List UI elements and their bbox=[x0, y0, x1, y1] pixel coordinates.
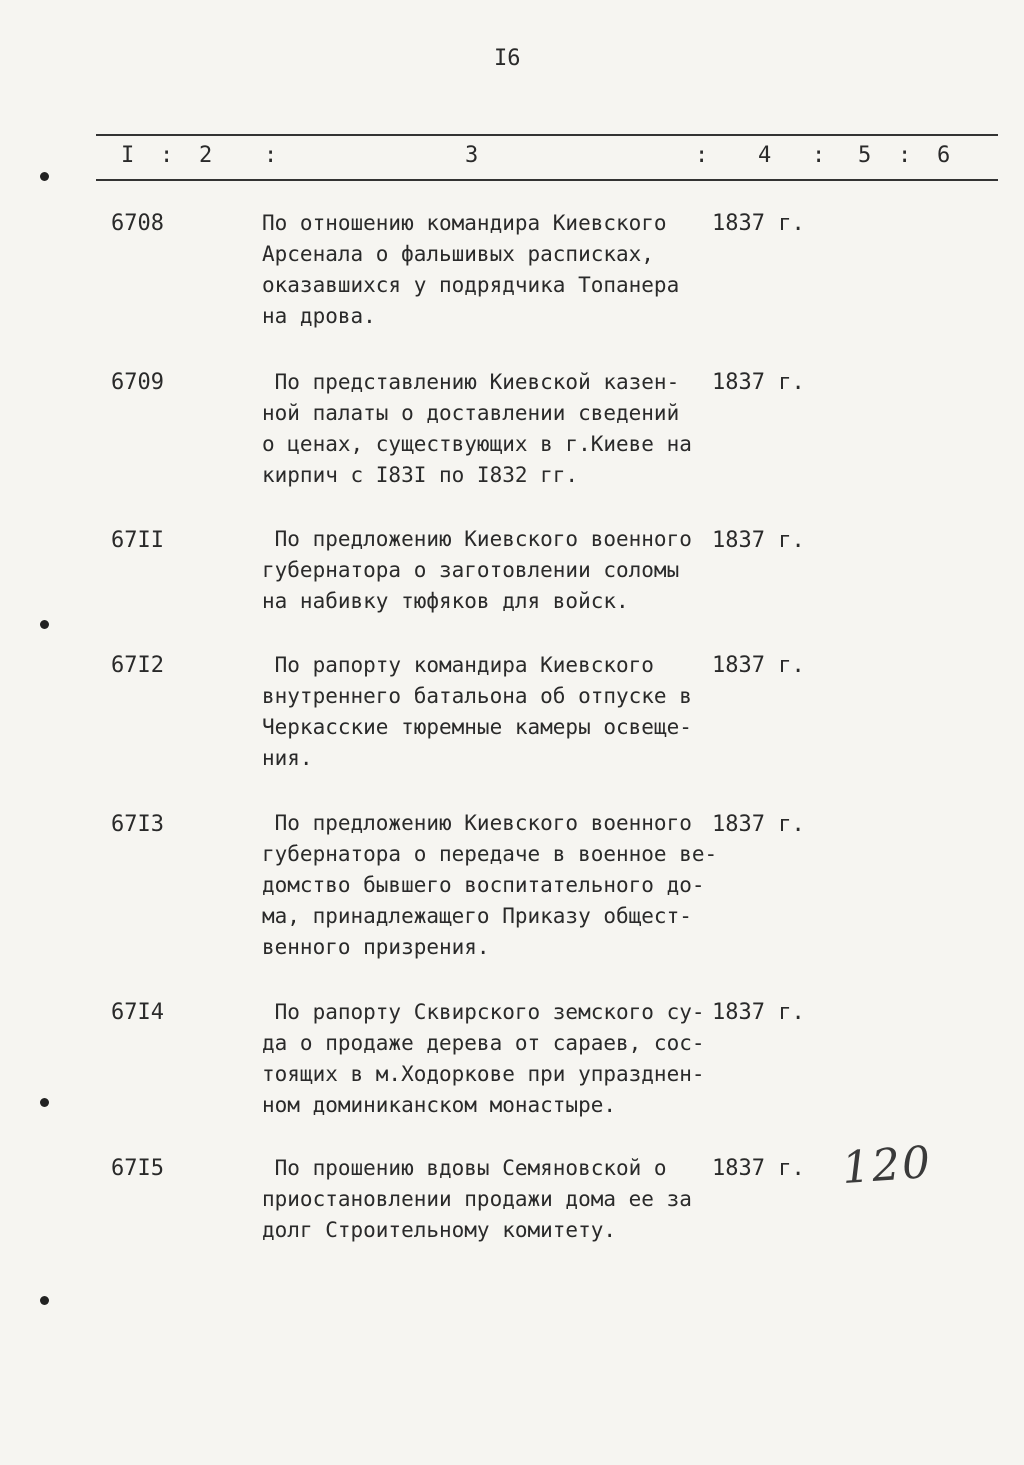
column-header-4: 4 bbox=[758, 143, 772, 168]
entry-number: 67I3 bbox=[111, 812, 164, 837]
binding-hole-mark bbox=[40, 1296, 49, 1305]
column-separator: : bbox=[264, 143, 278, 168]
entry-description: По отношению командира Киевского Арсенала о фальшивых расписках, оказавшихся у подрядчика Топанера на дрова. bbox=[262, 211, 680, 328]
column-separator: : bbox=[695, 143, 709, 168]
entry-number: 6709 bbox=[111, 370, 164, 395]
entry-description: По предложению Киевского военного губернатора о заготовлении соломы на набивку тюфяков для войск. bbox=[262, 527, 692, 613]
entry-description: По представлению Киевской казен- ной палаты о доставлении сведений о ценах, существующих в г.Киеве на кирпич с I83I по I832 гг. bbox=[262, 370, 692, 487]
column-separator: : bbox=[898, 143, 912, 168]
header-bottom-rule bbox=[96, 179, 998, 181]
entry-number: 6708 bbox=[111, 211, 164, 236]
column-header-2: 2 bbox=[199, 143, 213, 168]
entry-year: 1837 г. bbox=[712, 1000, 805, 1025]
entry-description: По прошению вдовы Семяновской о приостановлении продажи дома ее за долг Строительному комитету. bbox=[262, 1156, 692, 1242]
entry-year: 1837 г. bbox=[712, 653, 805, 678]
handwritten-folio-number: 120 bbox=[840, 1136, 934, 1195]
entry-number: 67I5 bbox=[111, 1156, 164, 1181]
column-header-1: I bbox=[121, 143, 135, 168]
header-top-rule bbox=[96, 134, 998, 136]
entry-description: По рапорту Сквирского земского су- да о продаже дерева от сараев, сос- тоящих в м.Ходоркове при упразднен- ном доминиканском монастыре. bbox=[262, 1000, 705, 1117]
entry-year: 1837 г. bbox=[712, 1156, 805, 1181]
entry-year: 1837 г. bbox=[712, 528, 805, 553]
column-header-5: 5 bbox=[858, 143, 872, 168]
entry-number: 67II bbox=[111, 528, 164, 553]
entry-description: По предложению Киевского военного губернатора о передаче в военное ве- домство бывшего воспитательного до- ма, принадлежащего Приказу общест- венного призрения. bbox=[262, 811, 718, 959]
entry-number: 67I2 bbox=[111, 653, 164, 678]
entry-year: 1837 г. bbox=[712, 211, 805, 236]
binding-hole-mark bbox=[40, 172, 49, 181]
binding-hole-mark bbox=[40, 620, 49, 629]
column-separator: : bbox=[812, 143, 826, 168]
entry-number: 67I4 bbox=[111, 1000, 164, 1025]
entry-year: 1837 г. bbox=[712, 370, 805, 395]
column-separator: : bbox=[160, 143, 174, 168]
page-number: I6 bbox=[494, 46, 521, 71]
binding-hole-mark bbox=[40, 1098, 49, 1107]
column-header-3: 3 bbox=[465, 143, 479, 168]
entry-description: По рапорту командира Киевского внутреннего батальона об отпуске в Черкасские тюремные камеры освеще- ния. bbox=[262, 653, 692, 770]
entry-year: 1837 г. bbox=[712, 812, 805, 837]
column-header-6: 6 bbox=[937, 143, 951, 168]
